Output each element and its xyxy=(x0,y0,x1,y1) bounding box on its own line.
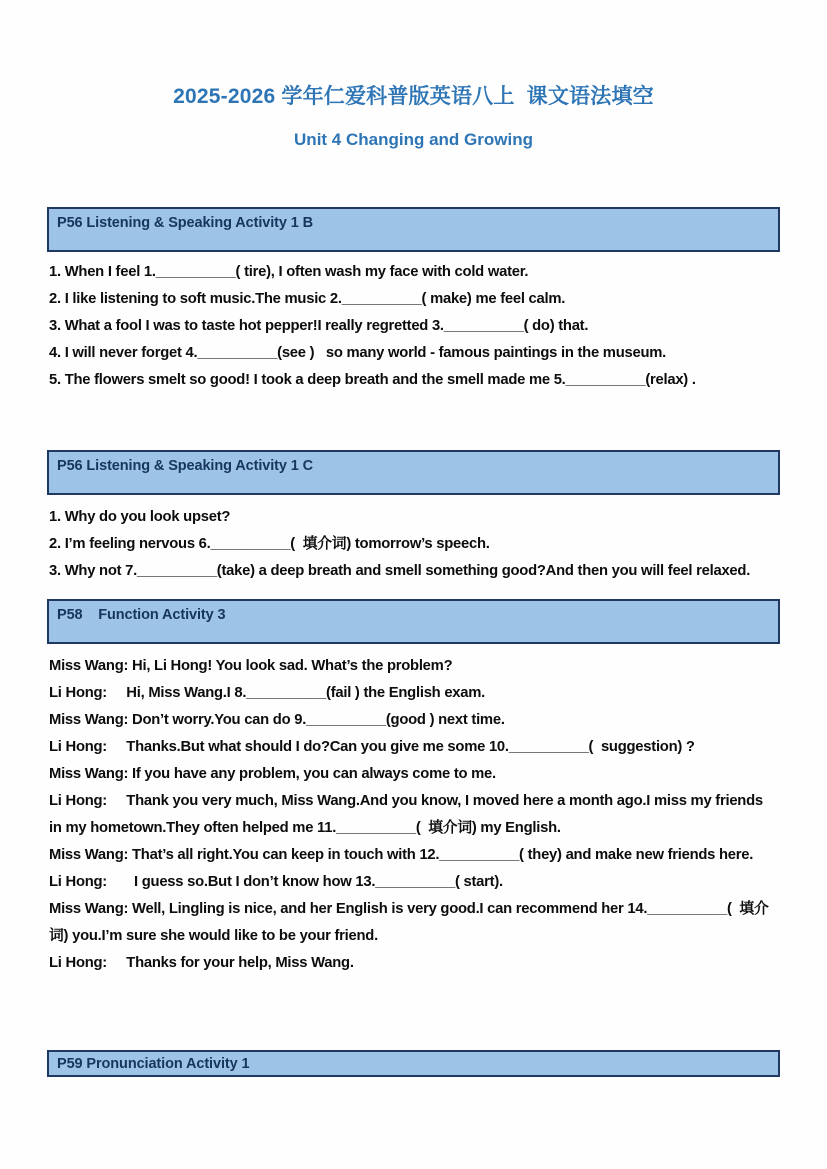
section-header-label: P58 Function Activity 3 xyxy=(57,607,226,623)
section-header-label: P56 Listening & Speaking Activity 1 B xyxy=(57,215,314,231)
section-header-label: P59 Pronunciation Activity 1 xyxy=(57,1056,250,1072)
section-p59-pronunciation-activity-1 xyxy=(47,1050,780,1077)
text-line: 1. When I feel 1.__________( tire), I often wash my face with cold water. xyxy=(49,264,529,280)
section-p56-listening-speaking-1c xyxy=(47,450,780,585)
text-line: 2. I’m feeling nervous 6.__________( 填介词) tomorrow’s speech. xyxy=(49,536,490,552)
exercise-lines xyxy=(47,259,780,394)
unit-subtitle: Unit 4 Changing and Growing xyxy=(294,130,533,149)
page-title: 2025-2026 学年仁爱科普版英语八上 课文语法填空 xyxy=(173,85,654,108)
dialogue-lines xyxy=(47,653,780,977)
text-line: Miss Wang: Hi, Li Hong! You look sad. What’s the problem? xyxy=(49,658,453,674)
text-line: 2. I like listening to soft music.The music 2.__________( make) me feel calm. xyxy=(49,291,566,307)
text-line: 5. The flowers smelt so good! I took a deep breath and the smell made me 5.__________(relax) . xyxy=(49,372,696,388)
text-line: 1. Why do you look upset? xyxy=(49,509,231,525)
text-line: Li Hong: Thanks.But what should I do?Can you give me some 10.__________( suggestion) ? xyxy=(49,739,695,755)
text-line: 3. Why not 7.__________(take) a deep breath and smell something good?And then you will feel relaxed. xyxy=(49,563,751,579)
text-line: Li Hong: Hi, Miss Wang.I 8.__________(fail ) the English exam. xyxy=(49,685,486,701)
text-line: Li Hong: Thanks for your help, Miss Wang. xyxy=(49,955,354,971)
section-p56-listening-speaking-1b xyxy=(47,207,780,394)
text-line: Miss Wang: Don’t worry.You can do 9.__________(good ) next time. xyxy=(49,712,505,728)
text-line: 词) you.I’m sure she would like to be your friend. xyxy=(49,928,378,944)
page-content xyxy=(0,84,827,1077)
section-header-bar xyxy=(47,599,780,644)
section-header-bar xyxy=(47,450,780,495)
exercise-lines xyxy=(47,504,780,585)
text-line: Miss Wang: Well, Lingling is nice, and her English is very good.I can recommend her 14.__________( 填介 xyxy=(49,901,769,917)
section-header-label: P56 Listening & Speaking Activity 1 C xyxy=(57,458,314,474)
text-line: Li Hong: I guess so.But I don’t know how 13.__________( start). xyxy=(49,874,503,890)
text-line: Li Hong: Thank you very much, Miss Wang.And you know, I moved here a month ago.I miss my friends xyxy=(49,793,763,809)
text-line: in my hometown.They often helped me 11.__________( 填介词) my English. xyxy=(49,820,561,836)
section-p58-function-activity-3 xyxy=(47,599,780,977)
section-header-bar xyxy=(47,1050,780,1077)
text-line: Miss Wang: That’s all right.You can keep in touch with 12.__________( they) and make new friends here. xyxy=(49,847,754,863)
text-line: 4. I will never forget 4.__________(see ) so many world - famous paintings in the museum. xyxy=(49,345,667,361)
section-header-bar xyxy=(47,207,780,252)
text-line: 3. What a fool I was to taste hot pepper!I really regretted 3.__________( do) that. xyxy=(49,318,589,334)
text-line: Miss Wang: If you have any problem, you can always come to me. xyxy=(49,766,496,782)
